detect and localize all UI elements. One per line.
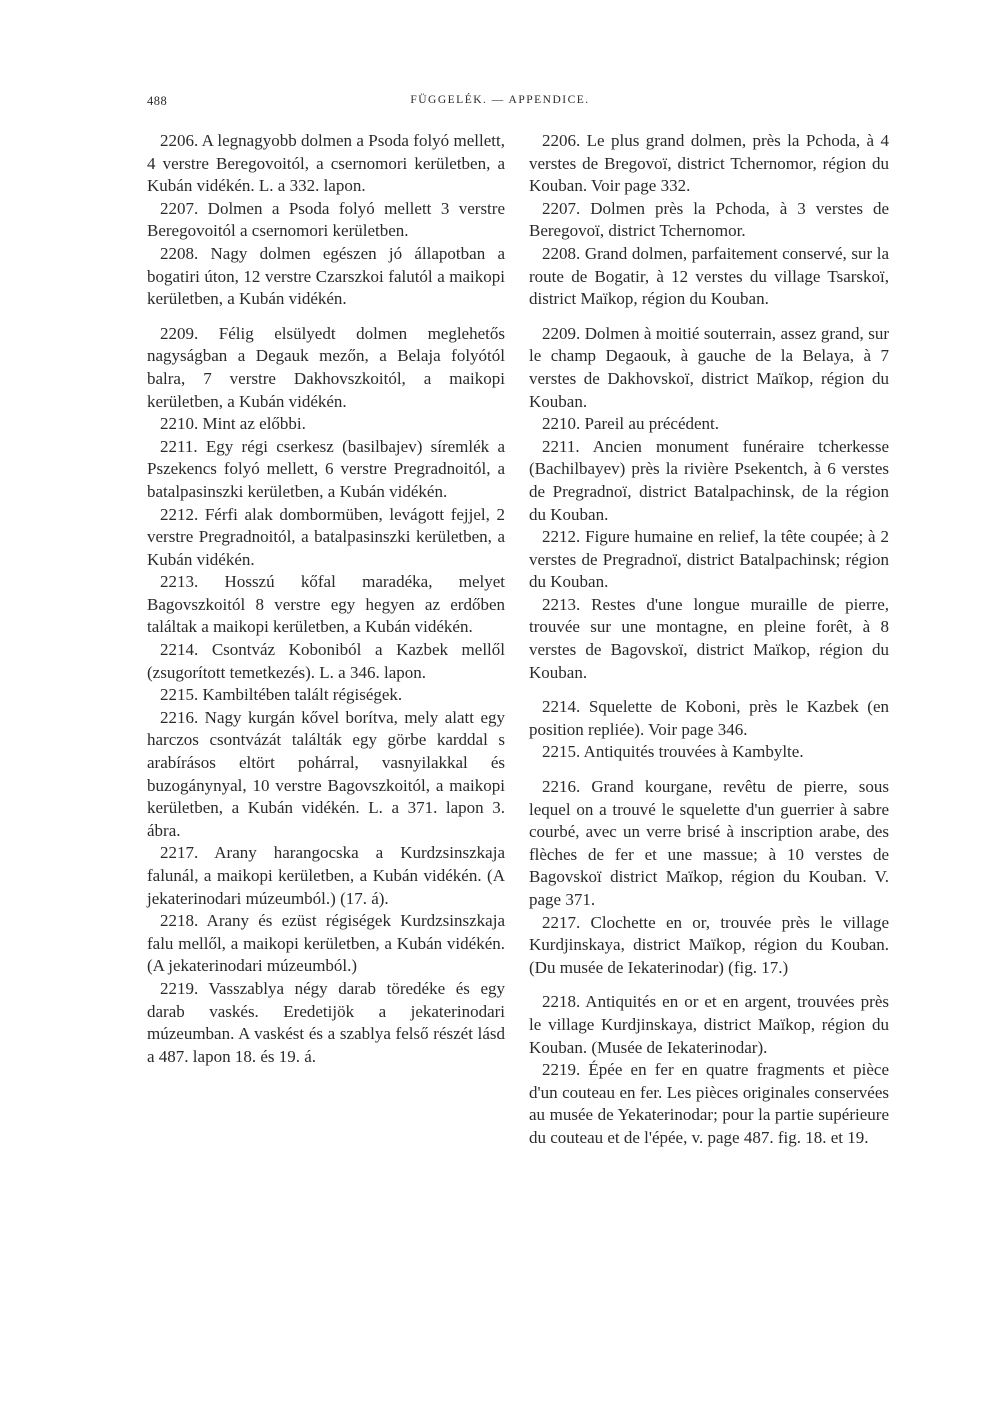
catalog-entry: 2209. Félig elsülyedt dolmen meglehetős nagyságban a Degauk mezőn, a Belaja folyótól balra, 7 verstre Dakhovszkoitól, a maikopi kerületben, a Kubán vidékén. <box>147 323 505 411</box>
catalog-entry: 2215. Kambiltében talált régiségek. <box>160 685 403 705</box>
catalog-entry: 2211. Ancien monument funéraire tcherkesse (Bachilbayev) près la rivière Psekentch, à 6 verstes de Pregradnoï, district Batalpachinsk, de la région du Kouban. <box>529 436 889 524</box>
catalog-entry: 2210. Mint az előbbi. <box>160 414 306 434</box>
hungarian-column <box>147 130 505 1068</box>
catalog-entry: 2210. Pareil au précédent. <box>542 414 720 434</box>
catalog-entry: 2208. Nagy dolmen egészen jó állapotban a bogatiri úton, 12 verstre Czarszkoi falutól a maikopi kerületben, a Kubán vidékén. <box>147 243 505 309</box>
catalog-entry: 2206. Le plus grand dolmen, près la Pchoda, à 4 verstes de Bregovoï, district Tchernomor, région du Kouban. Voir page 332. <box>529 131 889 196</box>
french-column <box>529 130 889 1150</box>
catalog-entry: 2208. Grand dolmen, parfaitement conservé, sur la route de Bogatir, à 12 verstes du village Tsarskoï, district Maïkop, région du Kouban. <box>529 243 889 309</box>
catalog-entry: 2209. Dolmen à moitié souterrain, assez grand, sur le champ Degaouk, à gauche de la Belaya, à 7 verstes de Dakhovskoï, district Maïkop, région du Kouban. <box>529 323 889 411</box>
page-number: 488 <box>147 94 168 108</box>
catalog-entry: 2217. Clochette en or, trouvée près le village Kurdjinskaya, district Maïkop, région du Kouban. (Du musée de Iekaterinodar) (fig. 17.) <box>529 912 889 977</box>
catalog-entry: 2215. Antiquités trouvées à Kambylte. <box>542 742 804 762</box>
catalog-entry: 2211. Egy régi cserkesz (basilbajev) síremlék a Pszekencs folyó mellett, 6 verstre Pregradnoitól, a batalpasinszki kerületben, a Kubán vidékén. <box>147 436 505 501</box>
catalog-entry: 2218. Arany és ezüst régiségek Kurdzsinszkaja falu mellől, a maikopi kerületben, a Kubán vidékén. (A jekaterinodari múzeumból.) <box>147 911 505 976</box>
catalog-entry: 2219. Épée en fer en quatre fragments et pièce d'un couteau en fer. Les pièces originales conservées au musée de Yekaterinodar; pour la partie supérieure du couteau et de l'épée, v. page 487. fig. 18. et 19. <box>529 1060 889 1147</box>
catalog-entry: 2216. Grand kourgane, revêtu de pierre, sous lequel on a trouvé le squelette d'un guerrier à sabre courbé, avec un verre brisé à inscription arabe, des flèches de fer et une massue; à 10 verstes de Bagovskoï district Maïkop, région du Kouban. V. page 371. <box>529 777 889 909</box>
catalog-entry: 2206. A legnagyobb dolmen a Psoda folyó mellett, 4 verstre Beregovoitól, a csernomori kerületben, a Kubán vidékén. L. a 332. lapon. <box>147 131 505 196</box>
catalog-entry: 2207. Dolmen près la Pchoda, à 3 verstes de Beregovoï, district Tchernomor. <box>529 198 889 241</box>
catalog-entry: 2207. Dolmen a Psoda folyó mellett 3 verstre Beregovoitól a csernomori kerületben. <box>147 198 505 241</box>
catalog-entry: 2213. Hosszú kőfal maradéka, melyet Bagovszkoitól 8 verstre egy hegyen az erdőben találtak a maikopi kerületben, a Kubán vidékén. <box>147 572 505 637</box>
catalog-entry: 2217. Arany harangocska a Kurdzsinszkaja falunál, a maikopi kerületben, a Kubán vidékén. (A jekaterinodari múzeumból.) (17. á). <box>147 843 505 908</box>
catalog-entry: 2214. Csontváz Koboniból a Kazbek mellől (zsugorított temetkezés). L. a 346. lapon. <box>147 640 505 682</box>
catalog-entry: 2212. Férfi alak dombormüben, levágott fejjel, 2 verstre Pregradnoitól, a batalpasinszki kerületben, a Kubán vidékén. <box>147 504 505 569</box>
catalog-entry: 2219. Vasszablya négy darab töredéke és egy darab vaskés. Eredetijök a jekaterinodari múzeumban. A vaskést és a szablya felső részét lásd a 487. lapon 18. és 19. á. <box>147 978 505 1066</box>
catalog-entry: 2214. Squelette de Koboni, près le Kazbek (en position repliée). Voir page 346. <box>529 697 889 739</box>
catalog-entry: 2218. Antiquités en or et en argent, trouvées près le village Kurdjinskaya, district Maïkop, région du Kouban. (Musée de Iekaterinodar). <box>529 992 889 1057</box>
catalog-entry: 2212. Figure humaine en relief, la tête coupée; à 2 verstes de Pregradnoï, district Batalpachinsk; région du Kouban. <box>529 527 889 592</box>
catalog-entry: 2213. Restes d'une longue muraille de pierre, trouvée sur une montagne, en pleine forêt, à 8 verstes de Bagovskoï, district Maïkop, région du Kouban. <box>529 594 889 682</box>
catalog-entry: 2216. Nagy kurgán kővel borítva, mely alatt egy harczos csontvázát találták egy görbe karddal s arabírásos eltört pohárral, vasnyilakkal és buzogánynyal, 10 verstre Bagovszkoitól, a maikopi kerületben, a Kubán vidékén. L. a 371. lapon 3. ábra. <box>147 707 505 840</box>
running-title: FÜGGELÉK. — APPENDICE. <box>410 94 590 106</box>
